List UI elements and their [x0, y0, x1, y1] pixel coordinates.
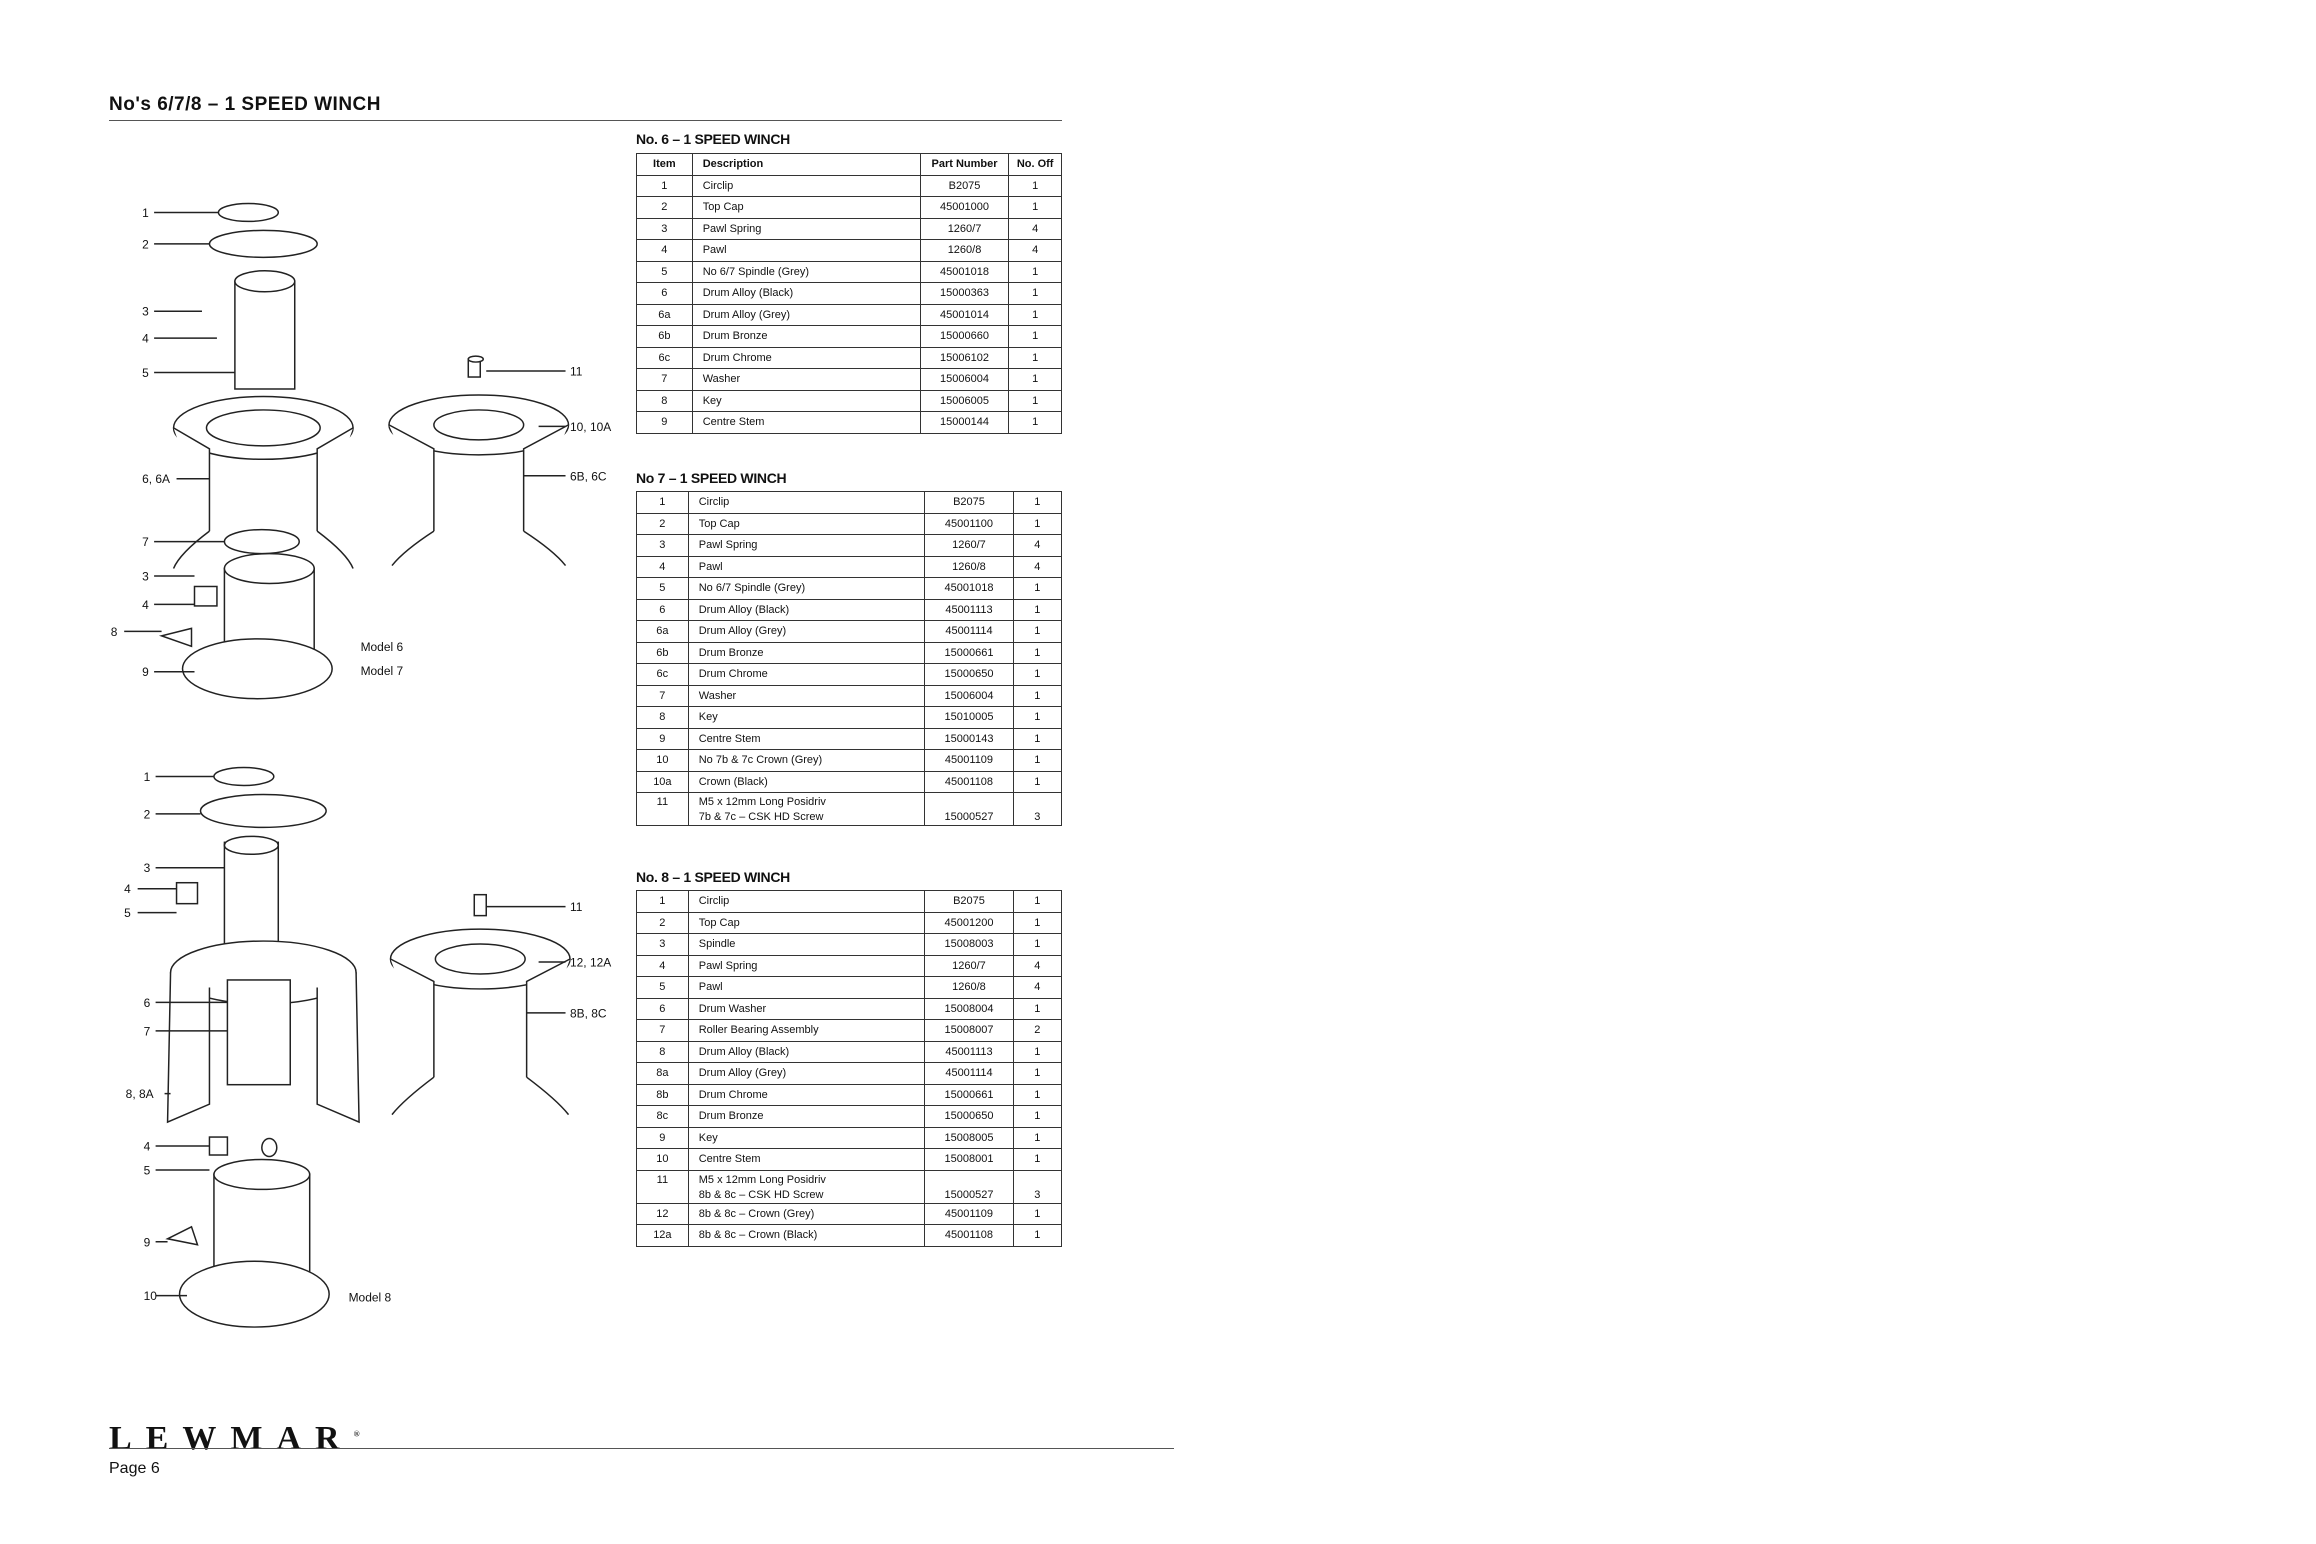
cell-part-number: 15000527 — [925, 793, 1013, 826]
cell-part-number: 15008001 — [925, 1149, 1013, 1171]
cell-part-number: 15000661 — [925, 1084, 1013, 1106]
cell-no-off: 4 — [1013, 955, 1061, 977]
table-row — [637, 492, 1062, 514]
cell-item: 8c — [637, 1106, 689, 1128]
cell-item: 7 — [637, 369, 693, 391]
cell-no-off: 3 — [1013, 793, 1061, 826]
cell-part-number: 45001113 — [925, 1041, 1013, 1063]
cell-description: Key — [688, 707, 925, 729]
table-row — [637, 218, 1062, 240]
table-row — [637, 283, 1062, 305]
table-row — [637, 771, 1062, 793]
cell-description: Drum Chrome — [692, 347, 920, 369]
cell-part-number: 45001109 — [925, 750, 1013, 772]
leader-lines — [124, 212, 565, 1295]
cell-item: 2 — [637, 197, 693, 219]
cell-description: Centre Stem — [692, 412, 920, 434]
table-row — [637, 599, 1062, 621]
cell-no-off: 1 — [1013, 707, 1061, 729]
table-row — [637, 998, 1062, 1020]
cell-no-off: 1 — [1013, 1041, 1061, 1063]
cell-part-number: 45001114 — [925, 1063, 1013, 1085]
cell-no-off: 1 — [1009, 197, 1062, 219]
callout-label: 5 — [143, 1163, 151, 1178]
callout-label: 4 — [143, 1139, 151, 1154]
cell-item: 11 — [637, 793, 689, 826]
table-row — [637, 1203, 1062, 1225]
table-row — [637, 556, 1062, 578]
table-row — [637, 535, 1062, 557]
cell-no-off: 1 — [1009, 261, 1062, 283]
cell-no-off: 1 — [1009, 390, 1062, 412]
cell-item: 2 — [637, 912, 689, 934]
table-row — [637, 728, 1062, 750]
model-label: Model 7 — [360, 663, 404, 678]
cell-description: Top Cap — [688, 912, 925, 934]
cell-part-number: 1260/8 — [920, 240, 1009, 262]
cell-description: Key — [692, 390, 920, 412]
table-row — [637, 750, 1062, 772]
col-item: Item — [637, 154, 693, 176]
cell-item: 10 — [637, 750, 689, 772]
cell-description: Centre Stem — [688, 728, 925, 750]
cell-part-number: 15008003 — [925, 934, 1013, 956]
cell-description: Circlip — [688, 492, 925, 514]
cell-no-off: 4 — [1009, 240, 1062, 262]
table-title-no8: No. 8 – 1 SPEED WINCH — [636, 869, 790, 885]
cell-description: Drum Bronze — [688, 1106, 925, 1128]
cell-part-number: 15008005 — [925, 1127, 1013, 1149]
cell-part-number: 15006102 — [920, 347, 1009, 369]
cell-no-off: 1 — [1013, 664, 1061, 686]
cell-part-number: 1260/8 — [925, 977, 1013, 999]
cell-item: 10a — [637, 771, 689, 793]
cell-item: 6c — [637, 347, 693, 369]
model-6-7-drawing — [162, 203, 569, 698]
callout-label: 10, 10A — [570, 419, 612, 434]
table-row — [637, 664, 1062, 686]
cell-item: 9 — [637, 1127, 689, 1149]
cell-part-number: 45001113 — [925, 599, 1013, 621]
cell-description: Drum Washer — [688, 998, 925, 1020]
cell-description: Crown (Black) — [688, 771, 925, 793]
callout-label: 6 — [143, 995, 151, 1010]
table-row — [637, 1170, 1062, 1203]
cell-part-number: 45001100 — [925, 513, 1013, 535]
cell-item: 7 — [637, 1020, 689, 1042]
cell-item: 8a — [637, 1063, 689, 1085]
cell-no-off: 1 — [1009, 283, 1062, 305]
cell-description: Drum Alloy (Grey) — [688, 1063, 925, 1085]
cell-part-number: 15000661 — [925, 642, 1013, 664]
callout-label: 3 — [142, 304, 149, 319]
cell-no-off: 4 — [1013, 535, 1061, 557]
cell-item: 4 — [637, 240, 693, 262]
cell-no-off: 1 — [1009, 175, 1062, 197]
callout-label: 5 — [142, 366, 149, 381]
table-row — [637, 513, 1062, 535]
cell-item: 8b — [637, 1084, 689, 1106]
table-row — [637, 326, 1062, 348]
table-row — [637, 369, 1062, 391]
cell-description: 8b & 8c – Crown (Grey) — [688, 1203, 925, 1225]
table-row — [637, 977, 1062, 999]
callout-label: 1 — [142, 205, 149, 220]
cell-part-number: 15000527 — [925, 1170, 1013, 1203]
cell-description: Drum Alloy (Black) — [692, 283, 920, 305]
cell-no-off: 4 — [1009, 218, 1062, 240]
table-row — [637, 642, 1062, 664]
cell-description: Spindle — [688, 934, 925, 956]
cell-description: Drum Bronze — [692, 326, 920, 348]
model-8-drawing — [168, 768, 570, 1328]
cell-no-off: 1 — [1009, 304, 1062, 326]
cell-description: Washer — [692, 369, 920, 391]
cell-part-number: B2075 — [925, 492, 1013, 514]
cell-no-off: 1 — [1013, 513, 1061, 535]
callout-label: 4 — [142, 597, 149, 612]
cell-item: 4 — [637, 556, 689, 578]
cell-description: No 6/7 Spindle (Grey) — [692, 261, 920, 283]
cell-no-off: 1 — [1013, 1149, 1061, 1171]
cell-item: 1 — [637, 492, 689, 514]
cell-no-off: 1 — [1013, 750, 1061, 772]
cell-item: 1 — [637, 891, 689, 913]
cell-no-off: 1 — [1009, 326, 1062, 348]
callout-label: 2 — [143, 807, 151, 822]
cell-description: No 7b & 7c Crown (Grey) — [688, 750, 925, 772]
callout-label: 7 — [142, 535, 149, 550]
cell-no-off: 1 — [1013, 1084, 1061, 1106]
cell-part-number: 15008004 — [925, 998, 1013, 1020]
table-row — [637, 955, 1062, 977]
cell-description: Pawl — [688, 556, 925, 578]
table-row — [637, 1149, 1062, 1171]
cell-no-off: 1 — [1013, 599, 1061, 621]
cell-no-off: 1 — [1013, 1063, 1061, 1085]
callout-label: 9 — [142, 665, 149, 680]
cell-no-off: 4 — [1013, 977, 1061, 999]
cell-no-off: 1 — [1009, 412, 1062, 434]
cell-item: 6 — [637, 283, 693, 305]
callout-label: 3 — [143, 861, 151, 876]
cell-part-number: 45001108 — [925, 1225, 1013, 1247]
cell-description: Centre Stem — [688, 1149, 925, 1171]
callout-label: 11 — [570, 900, 583, 915]
cell-item: 9 — [637, 728, 689, 750]
cell-description: Drum Alloy (Grey) — [688, 621, 925, 643]
cell-no-off: 1 — [1009, 347, 1062, 369]
cell-no-off: 1 — [1013, 1225, 1061, 1247]
cell-part-number: 1260/8 — [925, 556, 1013, 578]
cell-description: Circlip — [688, 891, 925, 913]
callout-label: 1 — [143, 769, 151, 784]
cell-no-off: 1 — [1013, 891, 1061, 913]
table-row — [637, 261, 1062, 283]
cell-part-number: 45001200 — [925, 912, 1013, 934]
cell-description: Drum Chrome — [688, 1084, 925, 1106]
cell-no-off: 1 — [1013, 1127, 1061, 1149]
cell-no-off: 1 — [1013, 1106, 1061, 1128]
cell-part-number: 45001108 — [925, 771, 1013, 793]
cell-item: 6a — [637, 304, 693, 326]
table-title-no6: No. 6 – 1 SPEED WINCH — [636, 131, 790, 147]
cell-part-number: 45001109 — [925, 1203, 1013, 1225]
cell-description: Pawl — [688, 977, 925, 999]
table-row — [637, 175, 1062, 197]
table-row — [637, 1225, 1062, 1247]
cell-item: 6a — [637, 621, 689, 643]
cell-no-off: 1 — [1013, 685, 1061, 707]
cell-part-number: 15000650 — [925, 1106, 1013, 1128]
cell-part-number: 15000143 — [925, 728, 1013, 750]
table-row — [637, 707, 1062, 729]
callout-label: 4 — [142, 331, 149, 346]
cell-no-off: 1 — [1013, 728, 1061, 750]
col-part-number: Part Number — [920, 154, 1009, 176]
cell-item: 3 — [637, 218, 693, 240]
registered-mark: ® — [353, 1429, 360, 1439]
model-label: Model 8 — [348, 1290, 392, 1305]
cell-description: Drum Alloy (Black) — [688, 1041, 925, 1063]
cell-item: 5 — [637, 578, 689, 600]
cell-description: Pawl Spring — [692, 218, 920, 240]
cell-no-off: 1 — [1013, 578, 1061, 600]
table-row — [637, 912, 1062, 934]
cell-description: Key — [688, 1127, 925, 1149]
cell-part-number: B2075 — [920, 175, 1009, 197]
cell-item: 7 — [637, 685, 689, 707]
callout-label: 5 — [124, 906, 131, 921]
table-row — [637, 1084, 1062, 1106]
cell-no-off: 3 — [1013, 1170, 1061, 1203]
table-row — [637, 1063, 1062, 1085]
description-line: 8b & 8c – CSK HD Screw — [698, 1188, 824, 1201]
callout-label: 2 — [142, 237, 149, 252]
cell-no-off: 1 — [1013, 998, 1061, 1020]
cell-item: 2 — [637, 513, 689, 535]
table-row — [637, 891, 1062, 913]
cell-description: Pawl — [692, 240, 920, 262]
table-row — [637, 304, 1062, 326]
cell-item: 6b — [637, 326, 693, 348]
cell-no-off: 1 — [1013, 642, 1061, 664]
description-line: 7b & 7c – CSK HD Screw — [698, 811, 824, 823]
table-row — [637, 793, 1062, 826]
callout-label: 12, 12A — [570, 955, 612, 970]
cell-item: 1 — [637, 175, 693, 197]
parts-table-no8 — [636, 890, 1062, 1247]
table-row — [637, 934, 1062, 956]
model-label: Model 6 — [360, 639, 404, 654]
cell-description — [688, 1170, 925, 1203]
table-row — [637, 1106, 1062, 1128]
cell-part-number: 15006005 — [920, 390, 1009, 412]
cell-description: No 6/7 Spindle (Grey) — [688, 578, 925, 600]
logo-text: LEWMAR — [109, 1420, 354, 1457]
cell-description: Top Cap — [688, 513, 925, 535]
description-line: M5 x 12mm Long Posidriv — [698, 796, 826, 808]
cell-no-off: 1 — [1013, 621, 1061, 643]
cell-part-number: 45001018 — [925, 578, 1013, 600]
cell-item: 10 — [637, 1149, 689, 1171]
callout-label: 9 — [143, 1235, 151, 1250]
table-header-row — [637, 154, 1062, 176]
cell-no-off: 1 — [1013, 934, 1061, 956]
cell-description: 8b & 8c – Crown (Black) — [688, 1225, 925, 1247]
table-row — [637, 197, 1062, 219]
cell-no-off: 1 — [1013, 771, 1061, 793]
cell-item: 8 — [637, 390, 693, 412]
cell-part-number: 45001018 — [920, 261, 1009, 283]
cell-item: 11 — [637, 1170, 689, 1203]
cell-item: 12 — [637, 1203, 689, 1225]
cell-description: Circlip — [692, 175, 920, 197]
callout-label: 8 — [110, 624, 118, 639]
cell-part-number: 45001000 — [920, 197, 1009, 219]
page-number: Page 6 — [109, 1460, 160, 1477]
callout-label: 7 — [143, 1024, 151, 1039]
cell-part-number: 45001014 — [920, 304, 1009, 326]
cell-item: 6c — [637, 664, 689, 686]
cell-part-number: 15010005 — [925, 707, 1013, 729]
cell-item: 6 — [637, 998, 689, 1020]
cell-part-number: 15000144 — [920, 412, 1009, 434]
cell-description: Top Cap — [692, 197, 920, 219]
table-row — [637, 1127, 1062, 1149]
col-no-off: No. Off — [1009, 154, 1062, 176]
cell-item: 3 — [637, 535, 689, 557]
cell-item: 5 — [637, 977, 689, 999]
cell-item: 5 — [637, 261, 693, 283]
callout-label: 4 — [124, 882, 131, 897]
callout-label: 10 — [143, 1289, 157, 1304]
cell-no-off: 4 — [1013, 556, 1061, 578]
table-row — [637, 578, 1062, 600]
cell-description: Drum Bronze — [688, 642, 925, 664]
cell-item: 4 — [637, 955, 689, 977]
cell-no-off: 1 — [1013, 912, 1061, 934]
cell-item: 6b — [637, 642, 689, 664]
footer-rule — [109, 1448, 1174, 1449]
lewmar-logo — [109, 1420, 360, 1458]
cell-part-number: 1260/7 — [925, 955, 1013, 977]
cell-description: Washer — [688, 685, 925, 707]
page-title: No's 6/7/8 – 1 SPEED WINCH — [109, 94, 381, 115]
description-line: M5 x 12mm Long Posidriv — [698, 1173, 826, 1186]
cell-part-number: 15008007 — [925, 1020, 1013, 1042]
cell-item: 9 — [637, 412, 693, 434]
cell-item: 8 — [637, 707, 689, 729]
cell-description: Pawl Spring — [688, 535, 925, 557]
cell-description: Pawl Spring — [688, 955, 925, 977]
cell-description: Drum Alloy (Grey) — [692, 304, 920, 326]
table-row — [637, 412, 1062, 434]
cell-no-off: 1 — [1013, 492, 1061, 514]
callout-label: 8, 8A — [125, 1087, 154, 1102]
cell-item: 12a — [637, 1225, 689, 1247]
table-row — [637, 390, 1062, 412]
cell-part-number: 1260/7 — [925, 535, 1013, 557]
callout-label: 6B, 6C — [570, 469, 607, 484]
cell-no-off: 1 — [1009, 369, 1062, 391]
callout-label: 3 — [142, 569, 149, 584]
parts-table-no7 — [636, 491, 1062, 826]
cell-part-number: B2075 — [925, 891, 1013, 913]
cell-part-number: 15000650 — [925, 664, 1013, 686]
callout-label: 6, 6A — [142, 472, 171, 487]
cell-part-number: 15006004 — [920, 369, 1009, 391]
table-row — [637, 621, 1062, 643]
cell-no-off: 2 — [1013, 1020, 1061, 1042]
parts-table-no6 — [636, 153, 1062, 434]
table-title-no7: No 7 – 1 SPEED WINCH — [636, 470, 787, 486]
cell-part-number: 15006004 — [925, 685, 1013, 707]
cell-description: Drum Chrome — [688, 664, 925, 686]
table-row — [637, 347, 1062, 369]
cell-part-number: 15000660 — [920, 326, 1009, 348]
table-row — [637, 685, 1062, 707]
table-row — [637, 240, 1062, 262]
cell-part-number: 15000363 — [920, 283, 1009, 305]
cell-part-number: 45001114 — [925, 621, 1013, 643]
cell-part-number: 1260/7 — [920, 218, 1009, 240]
cell-item: 6 — [637, 599, 689, 621]
table-row — [637, 1020, 1062, 1042]
callout-label: 11 — [570, 364, 583, 379]
callout-label: 8B, 8C — [570, 1006, 607, 1021]
cell-description: Drum Alloy (Black) — [688, 599, 925, 621]
cell-item: 3 — [637, 934, 689, 956]
cell-description — [688, 793, 925, 826]
cell-no-off: 1 — [1013, 1203, 1061, 1225]
col-description: Description — [692, 154, 920, 176]
cell-item: 8 — [637, 1041, 689, 1063]
cell-description: Roller Bearing Assembly — [688, 1020, 925, 1042]
table-row — [637, 1041, 1062, 1063]
